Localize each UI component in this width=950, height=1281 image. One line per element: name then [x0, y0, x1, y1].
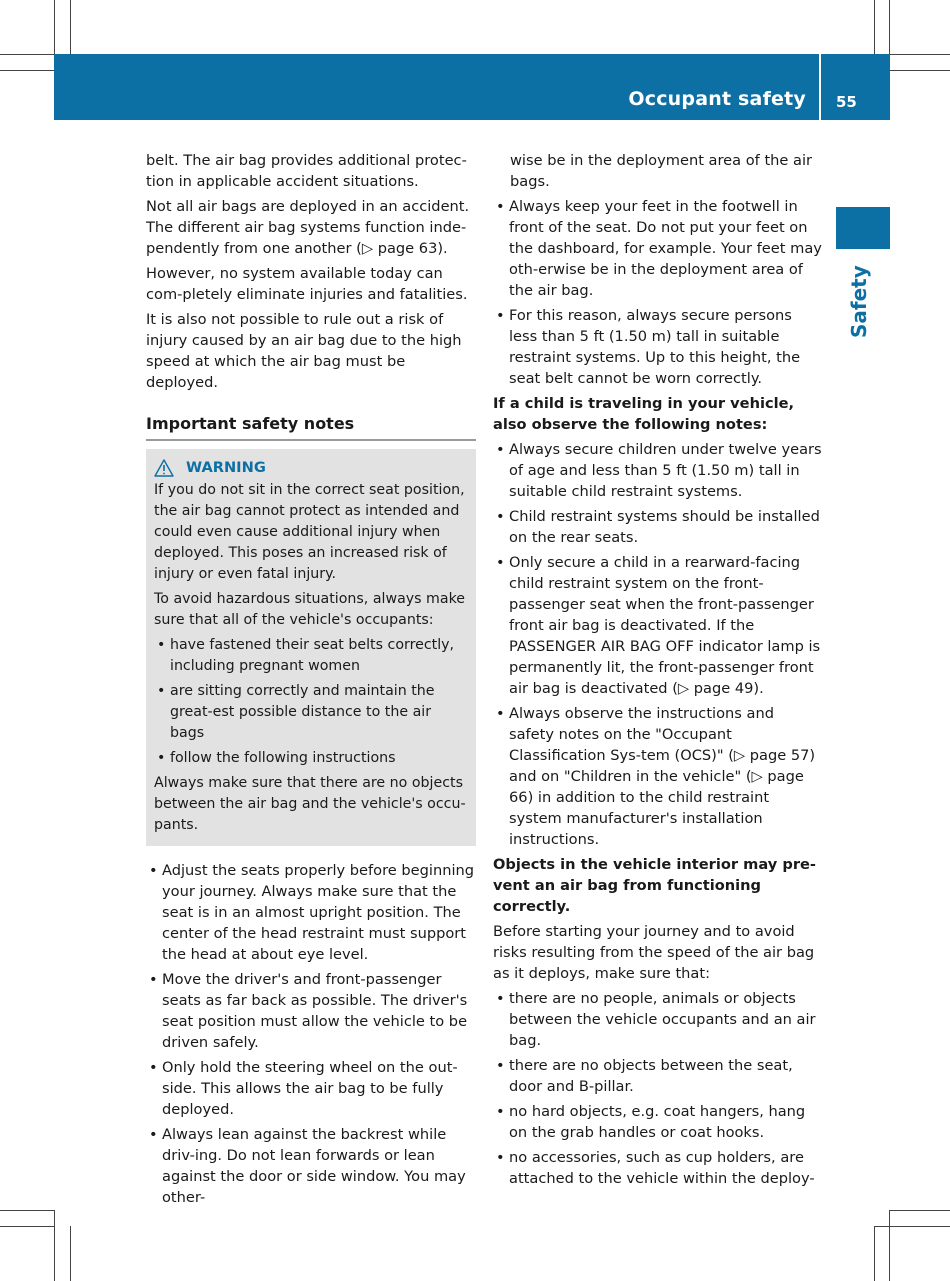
list-item: • are sitting correctly and maintain the great-est possible distance to the air bags [154, 681, 468, 744]
crop-mark [890, 54, 950, 55]
list-item: • Always observe the instructions and safety notes on the "Occupant Classification Sys-tem (OCS)" (▷ page 57) and on "Children in the vehicle" (▷ page 66) in addition to the child restraint system manufacturer's installation instructions. [493, 703, 823, 850]
crop-mark [0, 1226, 54, 1227]
crop-mark [874, 1226, 950, 1227]
list-item: • Move the driver's and front-passenger seats as far back as possible. The driver's seat position must allow the vehicle to be driven safely. [146, 969, 476, 1053]
section-heading: Important safety notes [146, 413, 476, 441]
crop-mark [0, 54, 54, 55]
right-column [493, 150, 823, 1193]
bullet-list [146, 860, 476, 1208]
list-item: • Always secure children under twelve years of age and less than 5 ft (1.50 m) tall in suitable child restraint systems. [493, 439, 823, 502]
crop-mark [54, 1210, 55, 1281]
warning-triangle-icon [154, 459, 174, 477]
list-item: • there are no people, animals or objects between the vehicle occupants and an air bag. [493, 988, 823, 1051]
list-item: • Only hold the steering wheel on the out-side. This allows the air bag to be fully deployed. [146, 1057, 476, 1120]
warning-paragraph: Always make sure that there are no objects between the air bag and the vehicle's occu-pants. [154, 775, 466, 833]
warning-header [154, 457, 468, 478]
section-title: Occupant safety [628, 88, 806, 110]
list-item: • Only secure a child in a rearward-facing child restraint system on the front-passenger seat when the front-passenger front air bag is deactivated. If the PASSENGER AIR BAG OFF indicator lamp is permanently lit, the front-passenger front air bag is deactivated (▷ page 49). [493, 552, 823, 699]
warning-paragraph: To avoid hazardous situations, always make sure that all of the vehicle's occupants: [154, 591, 466, 628]
subheading: Objects in the vehicle interior may pre-vent an air bag from functioning correctly. [493, 856, 816, 915]
list-item: • there are no objects between the seat, door and B-pillar. [493, 1055, 823, 1097]
list-item: • Adjust the seats properly before beginning your journey. Always make sure that the seat is in an almost upright position. The center of the head restraint must support the head at about eye level. [146, 860, 476, 965]
crop-mark [890, 70, 950, 71]
list-item: • Always keep your feet in the footwell in front of the seat. Do not put your feet on the dashboard, for example. Your feet may oth-erwise be in the deployment area of the air bag. [493, 196, 823, 301]
bullet-list [493, 988, 823, 1189]
bullet-list [493, 439, 823, 850]
list-item: • follow the following instructions [154, 748, 468, 769]
warning-box [146, 449, 476, 846]
warning-list [154, 635, 468, 769]
header-divider [819, 54, 821, 120]
subheading: If a child is traveling in your vehicle, also observe the following notes: [493, 395, 795, 433]
list-item: • no accessories, such as cup holders, are attached to the vehicle within the deploy- [493, 1147, 823, 1189]
paragraph: It is also not possible to rule out a risk of injury caused by an air bag due to the high speed at which the air bag must be deployed. [146, 311, 462, 391]
list-item: • Child restraint systems should be installed on the rear seats. [493, 506, 823, 548]
crop-mark [0, 1210, 54, 1211]
bullet-list [493, 196, 823, 389]
list-item: • no hard objects, e.g. coat hangers, hang on the grab handles or coat hooks. [493, 1101, 823, 1143]
crop-mark [70, 1226, 71, 1281]
crop-mark [874, 0, 875, 54]
list-item: • have fastened their seat belts correctly, including pregnant women [154, 635, 468, 677]
paragraph: belt. The air bag provides additional protec-tion in applicable accident situations. [146, 152, 467, 190]
warning-label: WARNING [186, 459, 266, 476]
crop-mark [0, 70, 54, 71]
crop-mark [890, 1210, 950, 1211]
page-header [54, 54, 890, 120]
crop-mark [70, 0, 71, 54]
crop-mark [874, 1226, 875, 1281]
side-tab-label: Safety [847, 265, 871, 338]
list-item: • For this reason, always secure persons less than 5 ft (1.50 m) tall in suitable restraint systems. Up to this height, the seat belt cannot be worn correctly. [493, 305, 823, 389]
paragraph: Not all air bags are deployed in an accident. The different air bag systems function inde-pendently from one another (▷ page 63). [146, 198, 470, 257]
page-number: 55 [836, 93, 857, 111]
side-tab [836, 207, 890, 249]
warning-paragraph: If you do not sit in the correct seat position, the air bag cannot protect as intended and could even cause additional injury when deployed. This poses an increased risk of injury or even fatal injury. [154, 482, 465, 582]
crop-mark [889, 1210, 890, 1281]
crop-mark [54, 0, 55, 54]
left-column [146, 150, 476, 1212]
list-item: • Always lean against the backrest while driv-ing. Do not lean forwards or lean against the door or side window. You may other- [146, 1124, 476, 1208]
paragraph: However, no system available today can com-pletely eliminate injuries and fatalities. [146, 265, 468, 303]
continued-text: wise be in the deployment area of the air bags. [510, 152, 813, 190]
crop-mark [889, 0, 890, 54]
paragraph: Before starting your journey and to avoid risks resulting from the speed of the air bag as it deploys, make sure that: [493, 923, 815, 982]
